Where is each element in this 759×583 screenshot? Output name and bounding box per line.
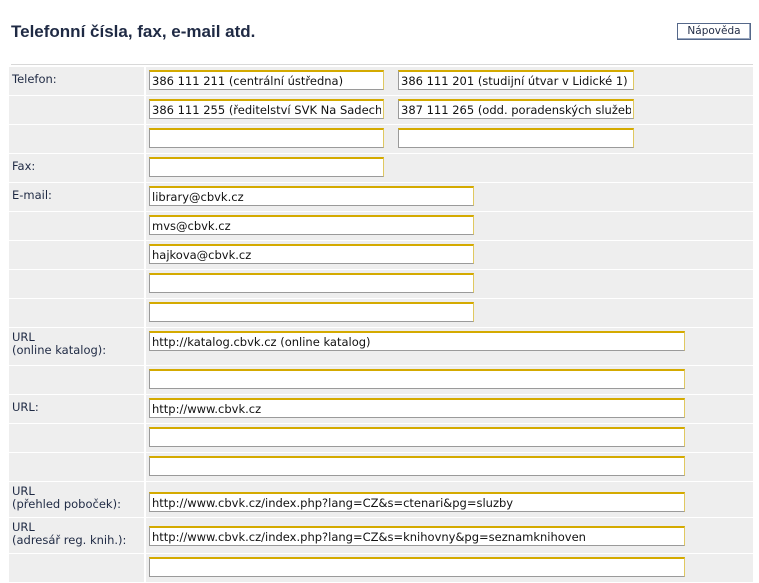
email-row-3: [9, 241, 753, 269]
phone-row-1: [9, 67, 753, 95]
phone-field-2a[interactable]: [149, 99, 384, 119]
email-row-2: [9, 212, 753, 240]
url-catalog-label: URL (online katalog):: [12, 330, 107, 357]
divider: [11, 64, 753, 65]
email-field-2[interactable]: [149, 215, 474, 235]
fax-label: Fax:: [12, 159, 36, 173]
url-catalog-field-2[interactable]: [149, 369, 685, 389]
fax-row: [9, 154, 753, 182]
phone-field-3a[interactable]: [149, 128, 384, 148]
fax-field[interactable]: [149, 157, 384, 177]
url-address-label: URL (adresář reg. knih.):: [12, 520, 127, 547]
url-row-1: [9, 395, 753, 423]
url-branches-field[interactable]: [149, 492, 685, 512]
phone-field-1a[interactable]: [149, 70, 384, 90]
email-label: E-mail:: [12, 188, 52, 202]
url-row-3: [9, 453, 753, 481]
url-field-1[interactable]: [149, 398, 685, 418]
phone-row-2: [9, 96, 753, 124]
url-field-2[interactable]: [149, 427, 685, 447]
phone-field-3b[interactable]: [398, 128, 634, 148]
url-row-2: [9, 424, 753, 452]
phone-field-2b[interactable]: [398, 99, 634, 119]
url-catalog-row-1: [9, 328, 753, 365]
url-field-3[interactable]: [149, 456, 685, 476]
url-catalog-field-1[interactable]: [149, 331, 685, 351]
url-address-field-2[interactable]: [149, 557, 685, 577]
email-field-1[interactable]: [149, 186, 474, 206]
email-row-5: [9, 299, 753, 327]
help-button[interactable]: Nápověda: [677, 23, 751, 40]
url-branches-row: [9, 482, 753, 517]
url-address-row-2: [9, 554, 753, 582]
url-branches-label: URL (přehled poboček):: [12, 484, 121, 511]
phone-label: Telefon:: [12, 72, 57, 86]
contact-form: [9, 67, 753, 583]
email-row-4: [9, 270, 753, 298]
email-row-1: [9, 183, 753, 211]
url-address-field-1[interactable]: [149, 526, 685, 546]
email-field-3[interactable]: [149, 244, 474, 264]
url-label: URL:: [12, 400, 39, 414]
url-address-row-1: [9, 518, 753, 553]
phone-row-3: [9, 125, 753, 153]
page-title: Telefonní čísla, fax, e-mail atd.: [11, 22, 256, 41]
email-field-5[interactable]: [149, 302, 474, 322]
phone-field-1b[interactable]: [398, 70, 634, 90]
email-field-4[interactable]: [149, 273, 474, 293]
url-catalog-row-2: [9, 366, 753, 394]
